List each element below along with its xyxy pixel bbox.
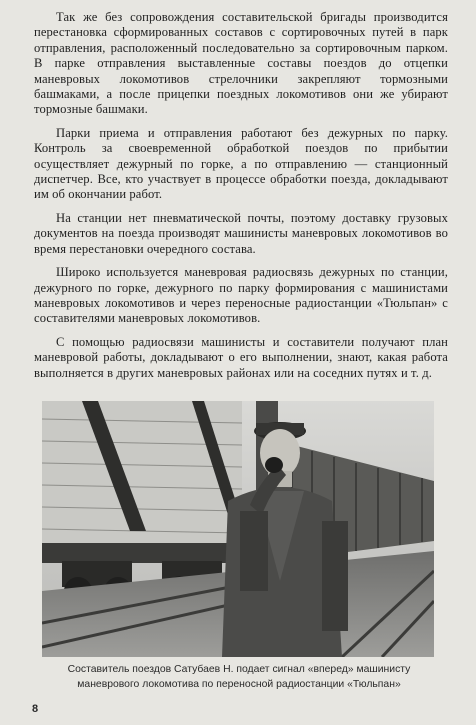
caption-line-1: Составитель поездов Сатубаев Н. подает сигнал «вперед» машинисту	[67, 664, 411, 675]
caption-line-2: маневрового локомотива по переносной радиостанции «Тюльпан»	[77, 679, 401, 690]
paragraph-2: Парки приема и отправления работают без дежурных по парку. Контроль за своевременной обработкой поездов по прибытии осуществляет дежурный по горке, а по отправлению — станционный диспетчер. Все, кто участвует в процессе обработки поезда, докладывают им об окончании работ.	[34, 125, 448, 202]
paragraph-3: На станции нет пневматической почты, поэтому доставку грузовых документов на поезда производят машинисты маневровых локомотивов во время перестановки очередного состава.	[34, 210, 448, 256]
photo-caption	[28, 662, 450, 692]
paragraph-1: Так же без сопровождения составительской бригады производится перестановка сформированных составов с сортировочных путей в парк отправления, расположенный последовательно за сортировочным парком. В парке отправления выставленные составы поездов до отцепки маневровых локомотивов стрелочники закрепляют тормозными башмаками, а после прицепки поездных локомотивов они же убирают тормозные башмаки.	[34, 10, 448, 117]
photo-image	[42, 401, 434, 657]
page-number: 8	[32, 703, 39, 715]
paragraph-5: С помощью радиосвязи машинисты и составители получают план маневровой работы, докладывают о его выполнении, знают, какая работа выполняется в других маневровых районах или на соседних путях и т. д.	[34, 334, 448, 380]
article-text	[34, 10, 448, 389]
paragraph-4: Широко используется маневровая радиосвязь дежурных по станции, дежурного по горке, дежурного по парку формирования с машинистами маневровых локомотивов и через переносные радиостанции «Тюльпан» с составителями маневровых локомотивов.	[34, 265, 448, 326]
photo-train-operator	[42, 401, 434, 657]
